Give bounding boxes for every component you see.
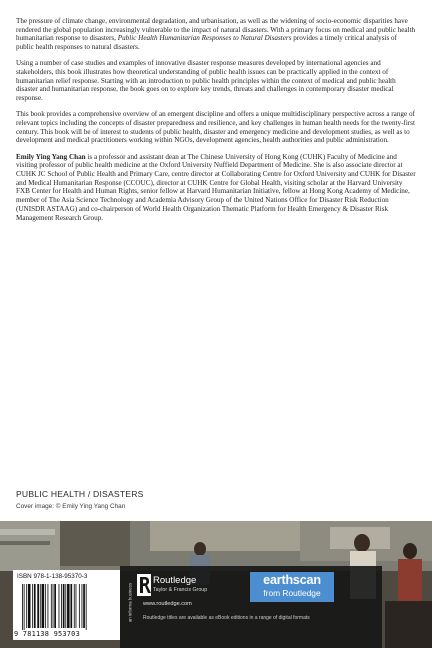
publisher-url: www.routledge.com <box>143 601 192 607</box>
barcode-bar <box>82 584 83 628</box>
barcode-bar <box>51 584 52 628</box>
cover-image-credit: Cover image: © Emily Ying Yang Chan <box>16 503 126 510</box>
barcode-bar <box>86 584 87 630</box>
barcode-bar <box>70 584 72 628</box>
blurb-paragraph-3: This book provides a comprehensive overview of an emergent discipline and offers a unique multidisciplinary perspective across a range of relevant topics including the concepts of disaster preparedness and resilience, and key challenges in human health needs for the twenty-first century. This book will be of interest to students of public health, disaster and emergency medicine and development studies, as well as to development and medical practitioners working within NGOs, development agencies, health authorities and public administration. <box>16 110 415 145</box>
publisher-name: Routledge <box>153 575 197 586</box>
barcode-bar <box>59 584 60 628</box>
barcode-bar <box>65 584 66 628</box>
routledge-logo-icon <box>137 574 151 596</box>
barcode-bar <box>32 584 33 628</box>
barcode-bar <box>48 584 49 628</box>
informa-text: an informa business <box>127 582 133 623</box>
author-bio <box>16 153 416 223</box>
barcode-number: 9 781138 953703 <box>14 630 80 638</box>
barcode-bar <box>63 584 65 628</box>
author-name: Emily Ying Yang Chan <box>16 152 86 161</box>
barcode-bar <box>42 584 45 628</box>
publisher-tagline: Taylor & Francis Group <box>153 587 208 593</box>
imprint-name: earthscan <box>263 573 321 587</box>
isbn-label: ISBN 978-1-138-95370-3 <box>17 573 88 580</box>
back-cover-blurb <box>16 17 416 230</box>
barcode-bar <box>74 584 75 628</box>
barcode-panel <box>13 570 120 640</box>
barcode-icon <box>22 584 112 630</box>
ebook-note: Routledge titles are available as eBook editions in a range of digital formats <box>143 615 310 621</box>
blurb-paragraph-2: Using a number of case studies and examples of innovative disaster response measures developed by international agencies and stakeholders, this book illustrates how theoretical understanding of public health issues can be practically applied in the context of humanitarian relief response. Starting with an introduction to public health principles within the context of medical and public health disaster and humanitarian response, the book goes on to explore key trends, threats and challenges in contemporary disaster medical response. <box>16 59 396 103</box>
blurb-text: provides a timely critical analysis of public health responses to natural disasters. <box>16 34 397 52</box>
blurb-paragraph-1 <box>16 17 416 52</box>
barcode-bar <box>83 584 85 628</box>
book-title-italic: Public Health Humanitarian Responses to Natural Disasters <box>117 34 292 43</box>
barcode-bar <box>67 584 70 628</box>
barcode-bar <box>61 584 62 628</box>
barcode-bar <box>40 584 41 628</box>
barcode-bar <box>24 584 25 630</box>
barcode-bar <box>34 584 36 628</box>
barcode-bar <box>53 584 54 628</box>
barcode-bar <box>26 584 27 628</box>
barcode-bar <box>28 584 31 628</box>
barcode-bar <box>45 584 46 628</box>
author-bio-text: is a professor and assistant dean at The Chinese University of Hong Kong (CUHK) Faculty of Medicine and visiting professor of public health medicine at the Oxford University Nuffield Department of Medicine. She is also associate director at CUHK JC School of Public Health and Primary Care, centre director at Collaborating Centre for Oxford University and CUHK for Disaster and Medical Humanitarian Response (CCOUC), director at CUHK Centre for Global Health, visiting scholar at the Harvard University FXB Center for Health and Human Rights, senior fellow at Harvard Humanitarian Initiative, fellow at Hong Kong Academy of Medicine, member of The Asia Science Technology and Academia Advisory Group of the United Nations Office for Disaster Risk Reduction (UNISDR ASTAAG) and co-chairperson of World Health Organization Thematic Platform for Health Emergency & Disaster Risk Management Research Group. <box>16 152 416 222</box>
subject-category: PUBLIC HEALTH / DISASTERS <box>16 489 144 499</box>
informa-label <box>124 580 134 630</box>
barcode-bar <box>22 584 23 630</box>
barcode-bar <box>79 584 80 628</box>
barcode-bar <box>37 584 39 628</box>
imprint-sub: from Routledge <box>263 588 321 598</box>
blurb-text: The pressure of climate change, environmental degradation, and urbanisation, as well as the widening of socio-economic disparities have rendered the global population increasingly vulnerable to the impact of natural disasters. With a primary focus on medical and public health humanitarian response to disasters, <box>16 17 416 43</box>
earthscan-logo <box>250 572 334 602</box>
barcode-bar <box>54 584 56 628</box>
barcode-bar <box>76 584 77 628</box>
